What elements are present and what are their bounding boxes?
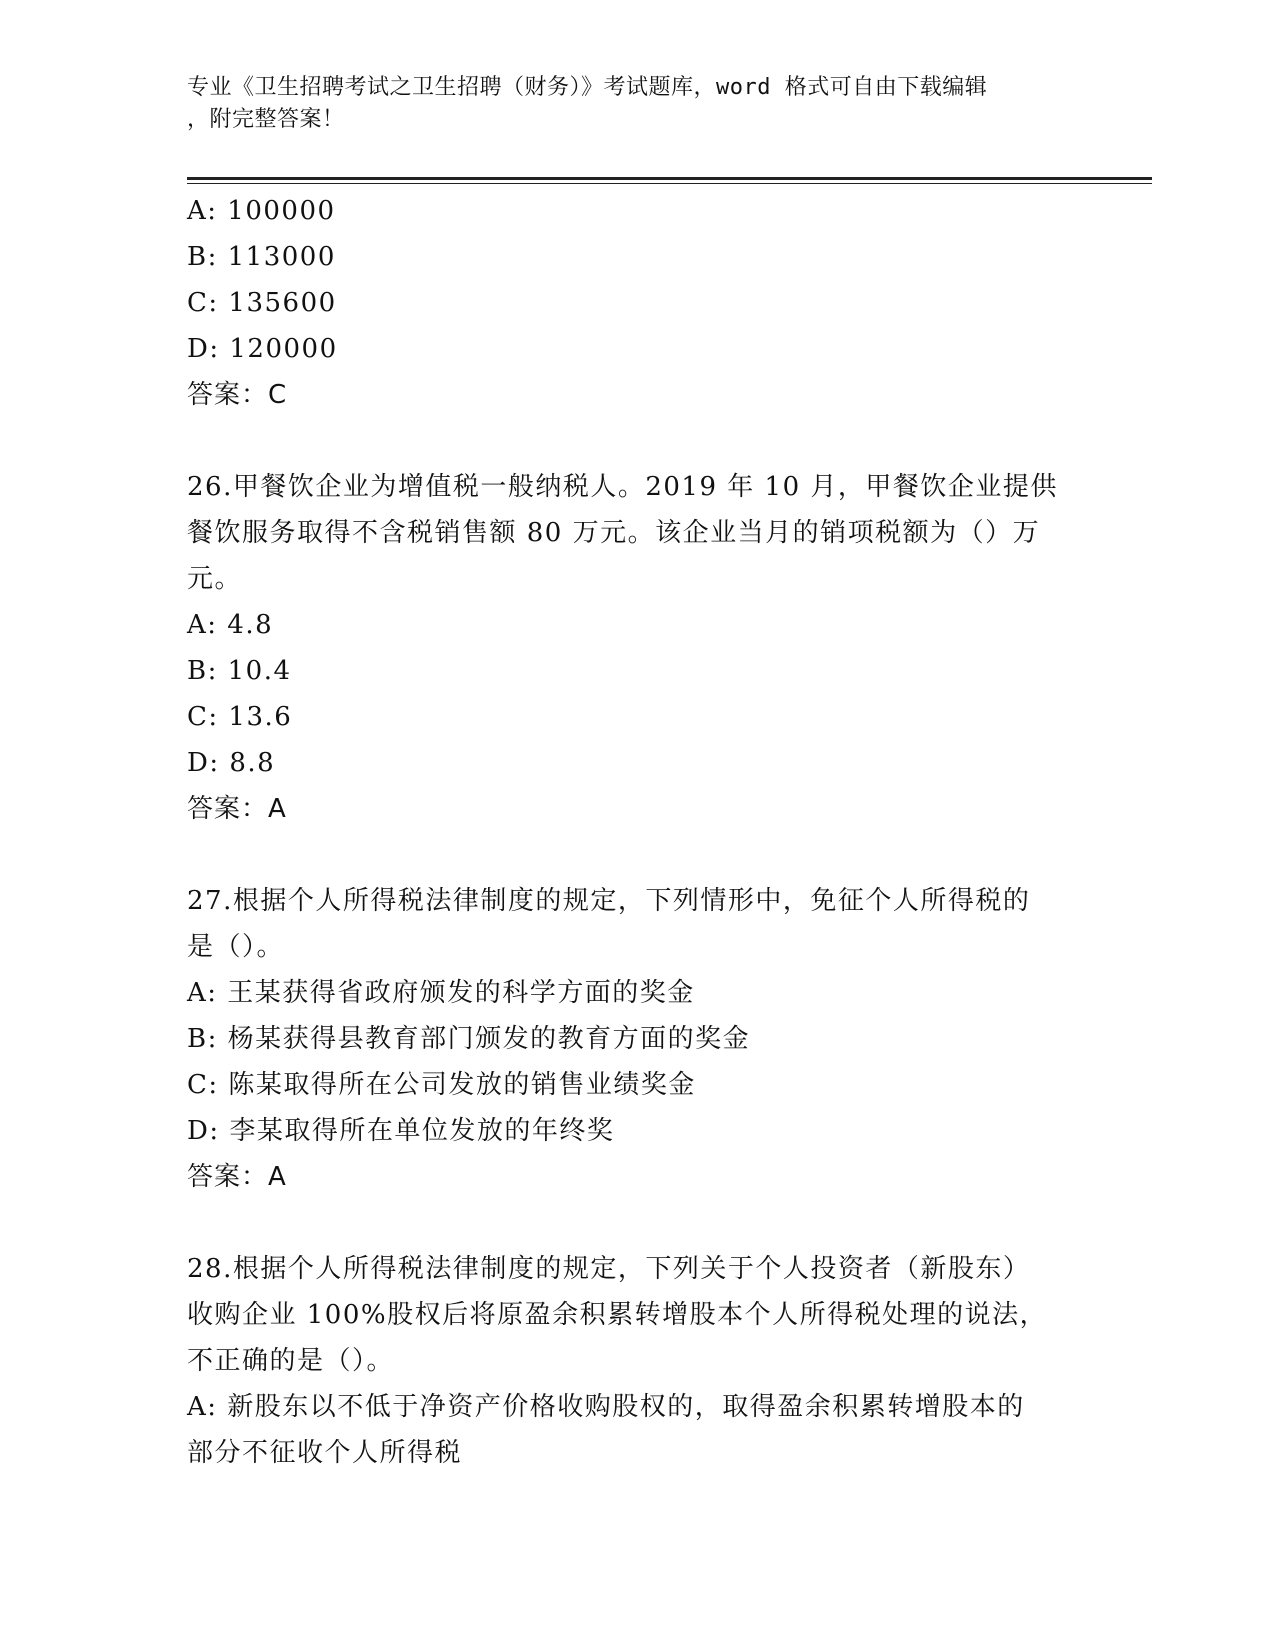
option-a-continued: 部分不征收个人所得税 (187, 1438, 463, 1468)
option-b: B: 10.4 (187, 656, 292, 686)
answer-line: 答案：A (187, 794, 287, 824)
option-c: C: 135600 (187, 288, 337, 318)
option-a: A: 100000 (187, 196, 336, 226)
question-text-line: 不正确的是（）。 (187, 1346, 395, 1376)
answer-line: 答案：A (187, 1162, 287, 1192)
question-28 (187, 1246, 1077, 1476)
option-a: A: 4.8 (187, 610, 274, 640)
document-body (187, 188, 1077, 1476)
spacer (187, 418, 1077, 464)
question-26 (187, 464, 1077, 832)
question-27 (187, 878, 1077, 1200)
header-line-1: 专业《卫生招聘考试之卫生招聘（财务）》考试题库，word 格式可自由下载编辑 (187, 75, 988, 100)
header-line-2: ，附完整答案！ (187, 107, 345, 132)
question-text-line: 27.根据个人所得税法律制度的规定，下列情形中，免征个人所得税的 (187, 886, 1031, 916)
spacer (187, 1200, 1077, 1246)
option-c: C: 陈某取得所在公司发放的销售业绩奖金 (187, 1070, 696, 1100)
question-text-line: 收购企业 100%股权后将原盈余积累转增股本个人所得税处理的说法， (187, 1300, 1048, 1330)
option-d: D: 8.8 (187, 748, 276, 778)
option-b: B: 113000 (187, 242, 336, 272)
question-text-line: 是（）。 (187, 932, 285, 962)
header-divider-thick (187, 177, 1152, 180)
question-text-line: 28.根据个人所得税法律制度的规定，下列关于个人投资者（新股东） (187, 1254, 1031, 1284)
option-c: C: 13.6 (187, 702, 293, 732)
question-25 (187, 188, 1077, 418)
spacer (187, 832, 1077, 878)
question-text-line: 26.甲餐饮企业为增值税一般纳税人。2019 年 10 月，甲餐饮企业提供 (187, 472, 1058, 502)
option-a: A: 王某获得省政府颁发的科学方面的奖金 (187, 978, 695, 1008)
answer-line: 答案：C (187, 380, 288, 410)
question-text-line: 餐饮服务取得不含税销售额 80 万元。该企业当月的销项税额为（）万 (187, 518, 1041, 548)
question-text-line: 元。 (187, 564, 243, 594)
header-divider-thin (187, 183, 1152, 184)
option-d: D: 120000 (187, 334, 338, 364)
option-b: B: 杨某获得县教育部门颁发的教育方面的奖金 (187, 1024, 751, 1054)
option-a: A: 新股东以不低于净资产价格收购股权的，取得盈余积累转增股本的 (187, 1392, 1025, 1422)
document-header (187, 72, 1077, 136)
option-d: D: 李某取得所在单位发放的年终奖 (187, 1116, 615, 1146)
